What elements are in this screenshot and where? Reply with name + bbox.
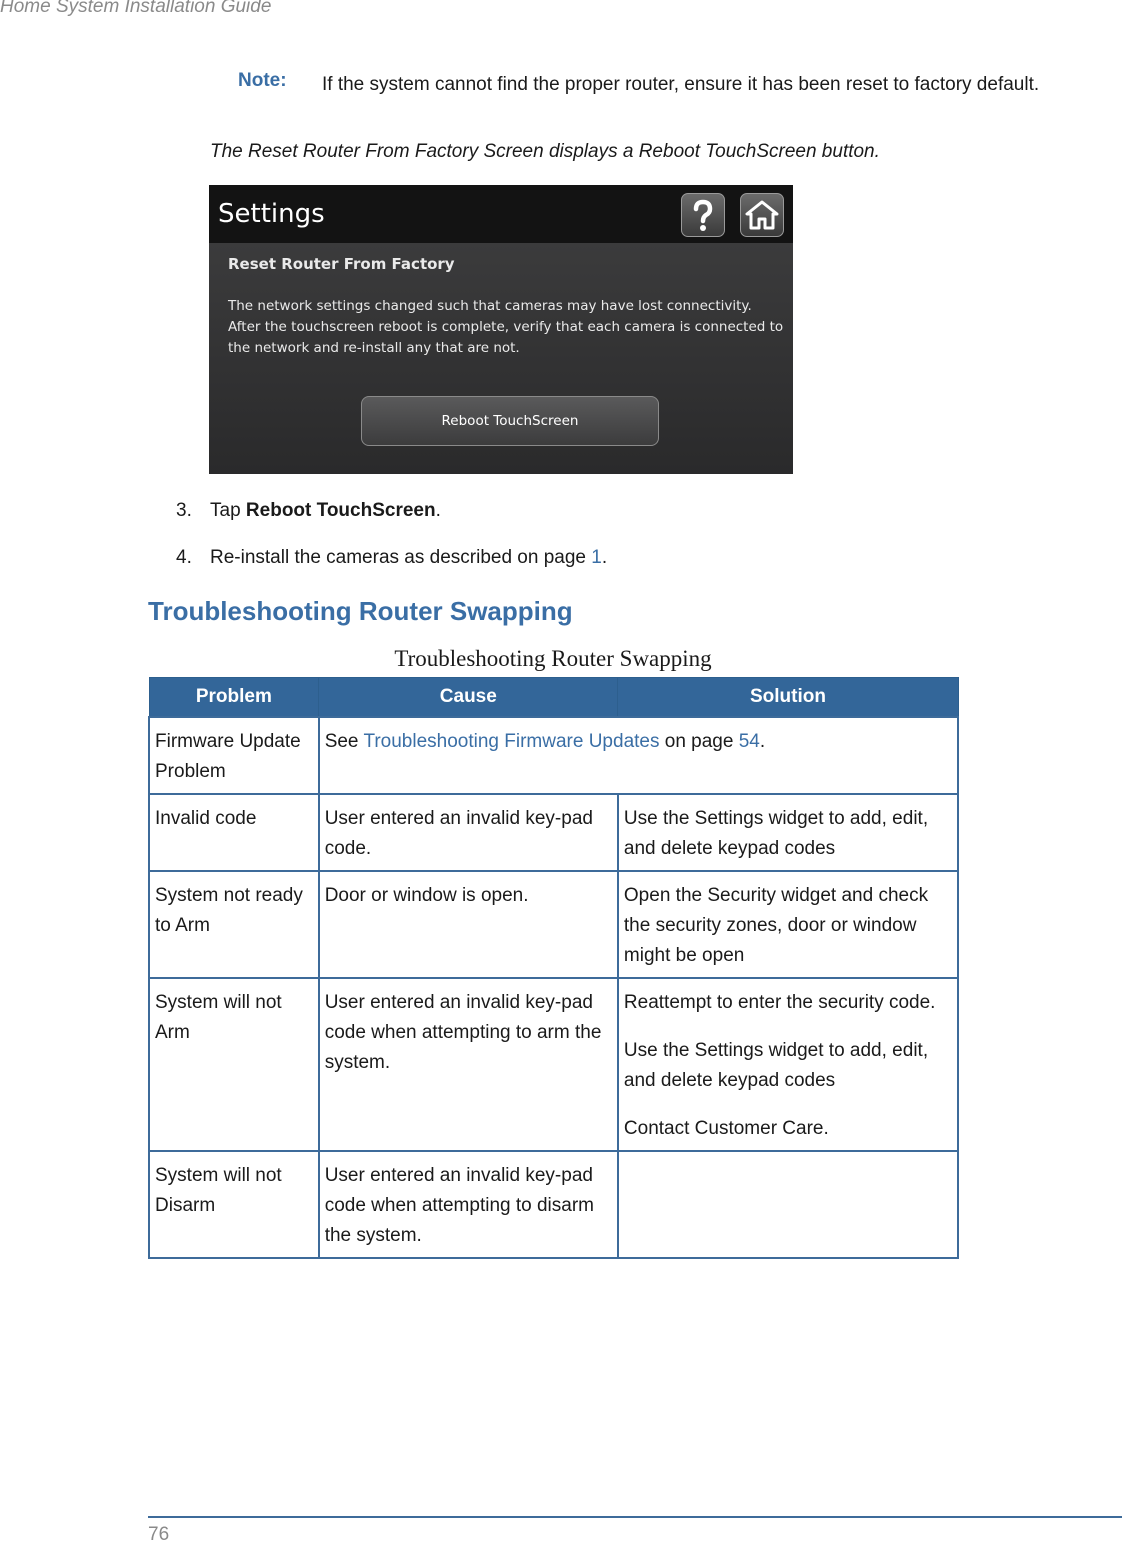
solution-cell bbox=[618, 978, 958, 1151]
cause-cell: User entered an invalid key-pad code when attempting to arm the system. bbox=[319, 978, 618, 1151]
table-header-row bbox=[149, 678, 958, 718]
solution-cell bbox=[618, 794, 958, 871]
troubleshooting-table bbox=[148, 677, 959, 1259]
page-link[interactable]: 1 bbox=[591, 547, 602, 568]
home-icon bbox=[740, 193, 784, 237]
screenshot-title: Settings bbox=[218, 199, 325, 229]
cause-cell: Door or window is open. bbox=[319, 871, 618, 978]
header-cause: Cause bbox=[319, 678, 618, 718]
step-text: Re-install the cameras as described on page bbox=[210, 547, 592, 568]
step-number: 3. bbox=[176, 500, 192, 521]
page-link[interactable]: 54 bbox=[738, 731, 760, 752]
page-number: 76 bbox=[148, 1524, 170, 1545]
header-solution: Solution bbox=[618, 678, 958, 718]
table-row bbox=[149, 978, 958, 1151]
step-number: 4. bbox=[176, 547, 192, 568]
note-label: Note: bbox=[238, 70, 287, 91]
solution-text: Contact Customer Care. bbox=[623, 1118, 829, 1139]
settings-screenshot bbox=[209, 185, 793, 474]
problem-cell: System will not Arm bbox=[149, 978, 319, 1151]
problem-cell: System will not Disarm bbox=[149, 1151, 319, 1258]
screenshot-message: The network settings changed such that cameras may have lost connectivity. After the touchscreen reboot is complete, verify that each camera is connected to the network and re-install any that are not. bbox=[228, 298, 784, 356]
table-row bbox=[149, 1151, 958, 1258]
cell-text: . bbox=[759, 731, 766, 752]
cell-text: See bbox=[324, 731, 364, 752]
table-row bbox=[149, 717, 958, 794]
solution-text: Use the Settings widget to add, edit, and delete keypad codes bbox=[623, 808, 929, 859]
solution-cell bbox=[618, 1151, 958, 1258]
merged-cell bbox=[319, 717, 958, 794]
table-row bbox=[149, 871, 958, 978]
step-4 bbox=[176, 547, 607, 569]
screenshot-heading: Reset Router From Factory bbox=[228, 255, 455, 273]
problem-cell: Invalid code bbox=[149, 794, 319, 871]
table-caption: Troubleshooting Router Swapping bbox=[394, 646, 712, 671]
screenshot-title-bar bbox=[209, 185, 793, 243]
problem-cell: System not ready to Arm bbox=[149, 871, 319, 978]
reboot-touchscreen-button: Reboot TouchScreen bbox=[361, 396, 659, 446]
cell-text: on page bbox=[659, 731, 739, 752]
firmware-updates-link[interactable]: Troubleshooting Firmware Updates bbox=[363, 731, 660, 752]
step-text-end: . bbox=[435, 500, 441, 521]
solution-cell bbox=[618, 871, 958, 978]
section-title: Troubleshooting Router Swapping bbox=[148, 596, 573, 626]
step-bold-text: Reboot TouchScreen bbox=[245, 500, 436, 521]
problem-cell: Firmware Update Problem bbox=[149, 717, 319, 794]
step-text-end: . bbox=[601, 547, 608, 568]
solution-text: Reattempt to enter the security code. bbox=[623, 992, 936, 1013]
table-row bbox=[149, 794, 958, 871]
cause-cell: User entered an invalid key-pad code when attempting to disarm the system. bbox=[319, 1151, 618, 1258]
solution-text: Use the Settings widget to add, edit, and delete keypad codes bbox=[623, 1040, 929, 1091]
footer-rule bbox=[148, 1516, 1122, 1518]
solution-text: Open the Security widget and check the security zones, door or window might be open bbox=[623, 885, 929, 966]
step-text: Tap bbox=[210, 500, 246, 521]
cause-cell: User entered an invalid key-pad code. bbox=[319, 794, 618, 871]
question-mark-icon bbox=[681, 193, 725, 237]
header-problem: Problem bbox=[149, 678, 319, 718]
note-text: If the system cannot find the proper router, ensure it has been reset to factory default. bbox=[322, 74, 1040, 95]
step-3 bbox=[176, 500, 441, 522]
figure-caption: The Reset Router From Factory Screen displays a Reboot TouchScreen button. bbox=[210, 141, 880, 162]
running-header: Home System Installation Guide bbox=[0, 0, 272, 17]
